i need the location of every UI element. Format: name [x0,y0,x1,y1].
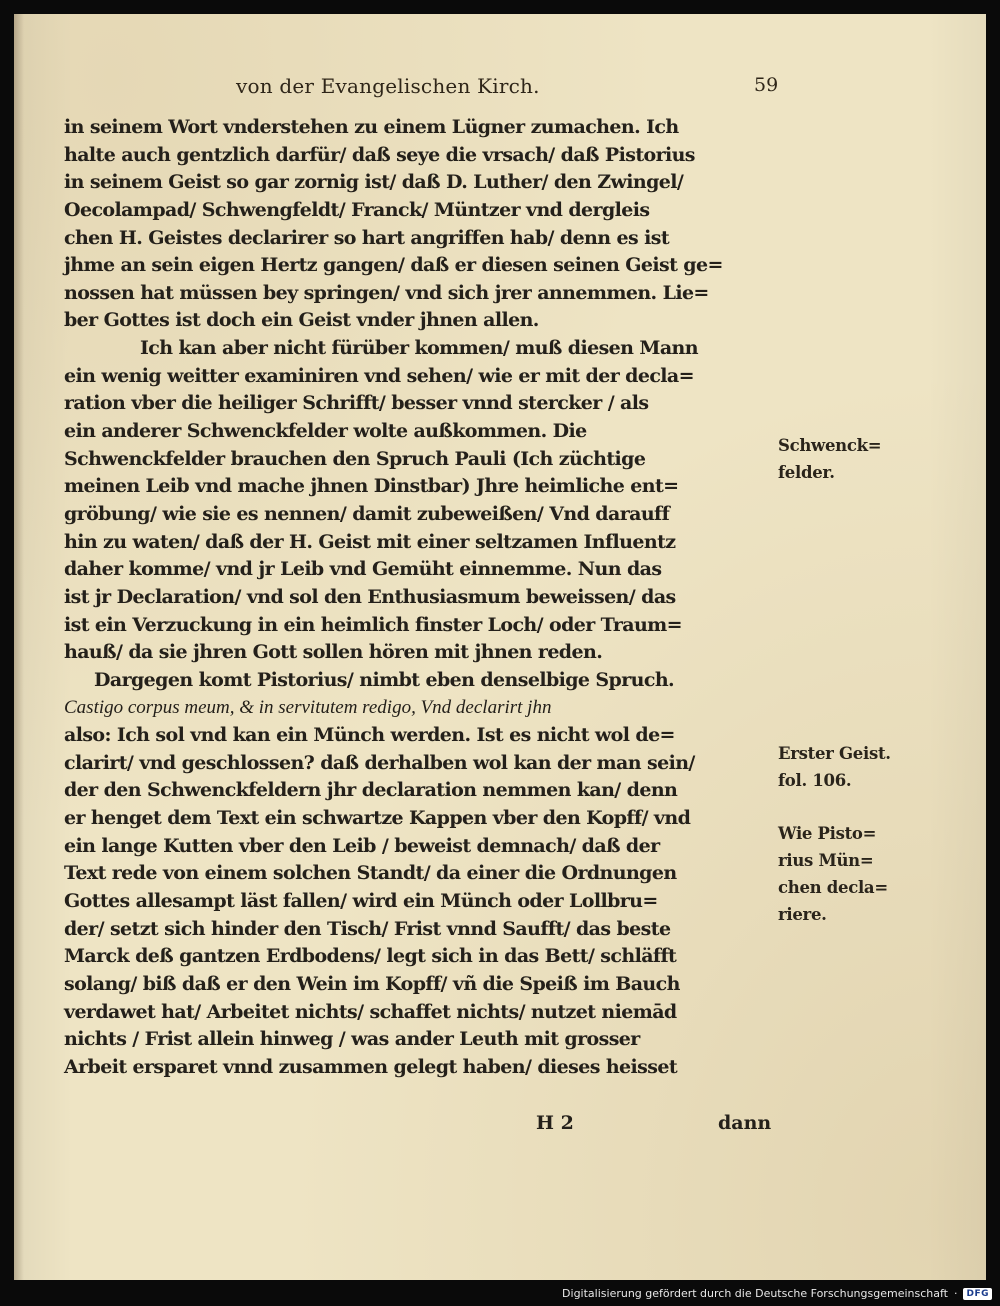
text-line: Marck deß gantzen Erdbodens/ legt sich in das Bett/ schläfft [64,945,677,968]
marginal-note-line: Erster Geist. [778,744,891,763]
separator: · [953,1287,958,1300]
text-line: nichts / Frist allein hinweg / was ander Leuth mit grosser [64,1028,640,1051]
text-line: daher komme/ vnd jr Leib vnd Gemüht einnemme. Nun das [64,558,662,581]
text-line: der/ setzt sich hinder den Tisch/ Frist vnnd Saufft/ das beste [64,917,671,940]
marginal-note-line: Wie Pisto= [778,824,877,843]
text-line: ein lange Kutten vber den Leib / beweist demnach/ daß der [64,834,660,857]
marginal-note-line: rius Mün= [778,851,874,870]
text-line: halte auch gentzlich darfür/ daß seye die vrsach/ daß Pistorius [64,143,695,166]
text-line: also: Ich sol vnd kan ein Münch werden. Ist es nicht wol de= [64,724,675,747]
marginal-note-line: riere. [778,905,827,924]
marginal-note-line: fol. 106. [778,771,852,790]
text-line: ein wenig weitter examiniren vnd sehen/ wie er mit der decla= [64,364,694,387]
text-line: solang/ biß daß er den Wein im Kopff/ vñ die Speiß im Bauch [64,972,680,995]
text-line: gröbung/ wie sie es nennen/ damit zubeweißen/ Vnd darauff [64,502,670,525]
text-line: verdawet hat/ Arbeitet nichts/ schaffet nichts/ nutzet niemād [64,1000,677,1023]
text-line: in seinem Geist so gar zornig ist/ daß D. Luther/ den Zwingel/ [64,171,684,194]
text-line: clarirt/ vnd geschlossen? daß derhalben wol kan der man sein/ [64,751,695,774]
text-line: Text rede von einem solchen Standt/ da einer die Ordnungen [64,862,677,885]
body-text [64,114,772,1081]
text-line: ist ein Verzuckung in ein heimlich finster Loch/ oder Traum= [64,613,682,636]
text-line: hauß/ da sie jhren Gott sollen hören mit jhnen reden. [64,641,603,664]
text-line: Schwenckfelder brauchen den Spruch Pauli (Ich züchtige [64,447,646,470]
text-line: Dargegen komt Pistorius/ nimbt eben denselbige Spruch. [94,668,675,691]
catchword: dann [718,1112,772,1134]
dfg-logo: DFG [963,1288,992,1300]
page-gutter-shadow [14,14,24,1280]
text-line: ein anderer Schwenckfelder wolte außkommen. Die [64,420,587,443]
text-line: er henget dem Text ein schwartze Kappen vber den Kopff/ vnd [64,807,691,830]
text-line: Gottes allesampt läst fallen/ wird ein Münch oder Lollbru= [64,889,658,912]
latin-quote-line: Castigo corpus meum, & in servitutem redigo, Vnd declarirt jhn [64,697,552,719]
text-line: in seinem Wort vnderstehen zu einem Lügner zumachen. Ich [64,116,679,138]
marginal-note-erster-geist [778,740,988,794]
page-number: 59 [754,74,779,96]
marginal-note-pistorius [778,820,988,928]
marginal-note-schwenckfelder [778,432,988,486]
running-head: von der Evangelischen Kirch. [236,74,540,98]
marginal-note-line: felder. [778,463,835,482]
text-line: ber Gottes ist doch ein Geist vnder jhnen allen. [64,309,539,332]
text-line: ration vber die heiliger Schrifft/ besser vnnd stercker / als [64,392,649,415]
text-line: chen H. Geistes declarirer so hart angriffen hab/ denn es ist [64,226,669,249]
marginal-note-line: Schwenck= [778,436,882,455]
text-line: ist jr Declaration/ vnd sol den Enthusiasmum beweissen/ das [64,585,676,608]
text-line: Oecolampad/ Schwengfeldt/ Franck/ Müntzer vnd dergleis [64,198,650,221]
digitization-credit [562,1287,992,1300]
marginal-note-line: chen decla= [778,878,888,897]
text-line: Arbeit ersparet vnnd zusammen gelegt haben/ dieses heisset [64,1055,678,1078]
book-page [14,14,986,1280]
text-line: jhme an sein eigen Hertz gangen/ daß er diesen seinen Geist ge= [64,254,723,277]
text-line: der den Schwenckfeldern jhr declaration nemmen kan/ denn [64,779,678,802]
text-line: nossen hat müssen bey springen/ vnd sich jrer annemmen. Lie= [64,281,709,304]
credit-text: Digitalisierung gefördert durch die Deutsche Forschungsgemeinschaft [562,1287,948,1300]
signature-mark: H 2 [536,1112,574,1134]
text-line: hin zu waten/ daß der H. Geist mit einer seltzamen Influentz [64,530,676,553]
text-line: meinen Leib vnd mache jhnen Dinstbar) Jhre heimliche ent= [64,475,679,498]
text-line: Ich kan aber nicht fürüber kommen/ muß diesen Mann [140,337,698,360]
